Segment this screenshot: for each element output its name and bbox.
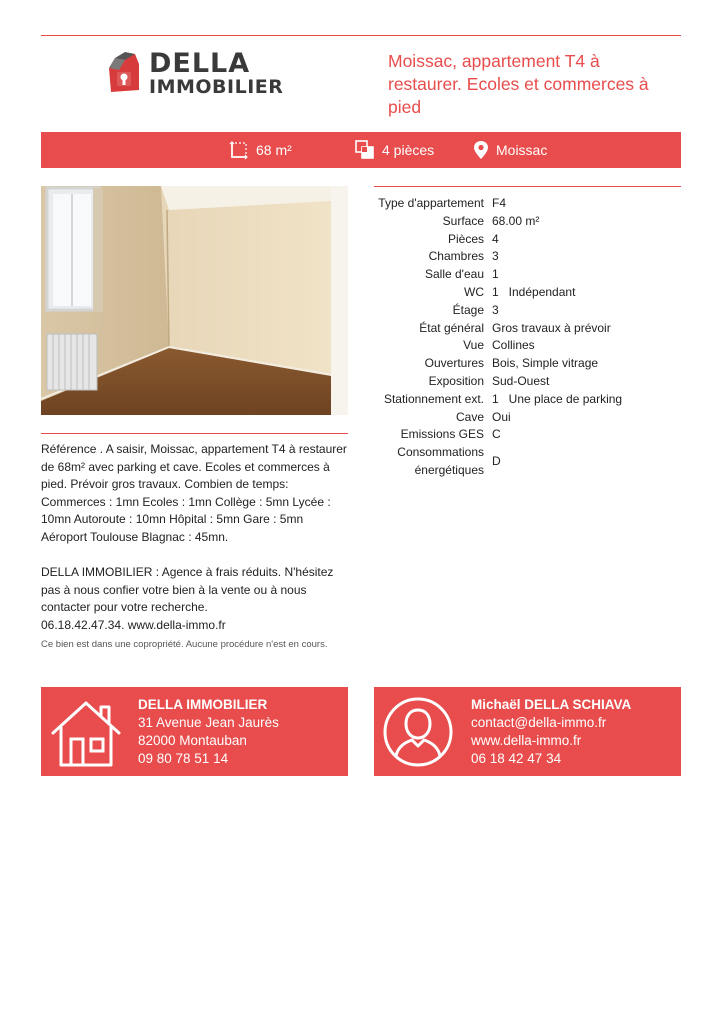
description-paragraph-1: Référence . A saisir, Moissac, appartement T4 à restaurer de 68m² avec parking et cave. Ecoles et commerces à pied. Prévoir gros travaux. Combien de temps: Commerces : 1mn Ecoles : 1mn Collège : 5mn Lycée : 10mn Autoroute : 10mn Hôpital : 5mn Gare : 5mn Aéroport Toulouse Blagnac : 45mn.	[41, 442, 347, 544]
spec-label: Vue	[463, 338, 484, 353]
spec-row	[374, 373, 681, 391]
location-pin-icon	[473, 140, 489, 160]
logo-lock-icon	[105, 50, 143, 94]
property-description	[41, 441, 348, 653]
spec-value: C	[492, 427, 501, 442]
spec-value: 3	[492, 302, 499, 317]
spec-row	[374, 266, 681, 284]
spec-row	[374, 355, 681, 373]
feature-city-label: Moissac	[496, 142, 548, 158]
spec-label: Consommations énergétiques	[397, 445, 484, 477]
spec-row	[374, 302, 681, 320]
feature-rooms	[355, 132, 434, 168]
spec-row	[374, 337, 681, 355]
agent-phone[interactable]: 06 18 42 47 34	[471, 751, 562, 766]
spec-row	[374, 248, 681, 266]
agency-phone[interactable]: 09 80 78 51 14	[138, 751, 229, 766]
description-paragraph-2: DELLA IMMOBILIER : Agence à frais réduits. N'hésitez pas à nous confier votre bien à la vente ou à nous contacter pour votre recherche.	[41, 565, 334, 615]
spec-label: État général	[419, 320, 484, 335]
house-icon	[49, 697, 123, 769]
spec-value: Bois, Simple vitrage	[492, 356, 599, 371]
specs-divider	[374, 186, 681, 187]
logo-line1: DELLA	[149, 48, 251, 79]
spec-row	[374, 213, 681, 231]
description-contact-line: 06.18.42.47.34. www.della-immo.fr	[41, 617, 226, 632]
property-photo	[41, 186, 348, 415]
agency-name: DELLA IMMOBILIER	[138, 697, 268, 712]
person-icon	[382, 696, 454, 768]
spec-label: Surface	[442, 213, 484, 228]
agency-address-line1: 31 Avenue Jean Jaurès	[138, 715, 279, 730]
spec-label: Chambres	[428, 249, 484, 264]
surface-icon	[229, 140, 249, 160]
spec-value: 3	[492, 249, 499, 264]
agent-card	[374, 687, 681, 776]
spec-value: Oui	[492, 409, 511, 424]
spec-row	[374, 426, 681, 444]
spec-value: 1 Une place de parking	[492, 391, 623, 406]
listing-title: Moissac, appartement T4 à restaurer. Ecoles et commerces à pied	[388, 51, 649, 117]
spec-row	[374, 284, 681, 302]
spec-label: Pièces	[447, 231, 484, 246]
spec-label: Emissions GES	[400, 427, 484, 442]
agency-info	[138, 696, 279, 768]
spec-row	[374, 195, 681, 213]
spec-row	[374, 231, 681, 249]
spec-label: Étage	[452, 302, 484, 317]
spec-label: Type d'appartement	[378, 196, 484, 210]
top-divider	[41, 35, 681, 36]
agency-card	[41, 687, 348, 776]
agent-website[interactable]: www.della-immo.fr	[471, 733, 582, 748]
features-band	[41, 132, 681, 168]
spec-value: Collines	[492, 338, 535, 353]
copropriete-note: Ce bien est dans une copropriété. Aucune procédure n'est en cours.	[41, 638, 328, 650]
logo-line2: IMMOBILIER	[149, 76, 284, 98]
spec-label: Salle d'eau	[424, 267, 484, 282]
specs-table	[374, 195, 681, 479]
agency-address-line2: 82000 Montauban	[138, 733, 247, 748]
spec-label: Stationnement ext.	[383, 391, 484, 406]
spec-row	[374, 391, 681, 409]
spec-value: 68.00 m²	[492, 213, 540, 228]
spec-label: WC	[464, 284, 484, 299]
spec-value: 1 Indépendant	[492, 284, 576, 299]
agent-email[interactable]: contact@della-immo.fr	[471, 715, 607, 730]
spec-value: Sud-Ouest	[492, 373, 550, 388]
agent-info	[471, 696, 631, 768]
rooms-icon	[355, 140, 375, 160]
agent-name: Michaël DELLA SCHIAVA	[471, 697, 632, 712]
feature-rooms-label: 4 pièces	[382, 142, 435, 158]
spec-row	[374, 409, 681, 427]
feature-surface-label: 68 m²	[256, 142, 292, 158]
spec-label: Cave	[455, 409, 484, 424]
description-divider	[41, 433, 348, 434]
spec-row	[374, 444, 681, 479]
room-photo-image	[41, 186, 348, 415]
spec-row	[374, 320, 681, 338]
spec-value: F4	[492, 196, 507, 210]
spec-label: Ouvertures	[424, 356, 484, 371]
feature-surface	[229, 132, 292, 168]
spec-value: 4	[492, 231, 499, 246]
spec-value: Gros travaux à prévoir	[492, 320, 611, 335]
feature-city	[473, 132, 547, 168]
spec-value: 1	[492, 267, 499, 282]
spec-value: D	[492, 453, 501, 468]
agency-logo	[105, 48, 290, 100]
spec-label: Exposition	[428, 373, 484, 388]
